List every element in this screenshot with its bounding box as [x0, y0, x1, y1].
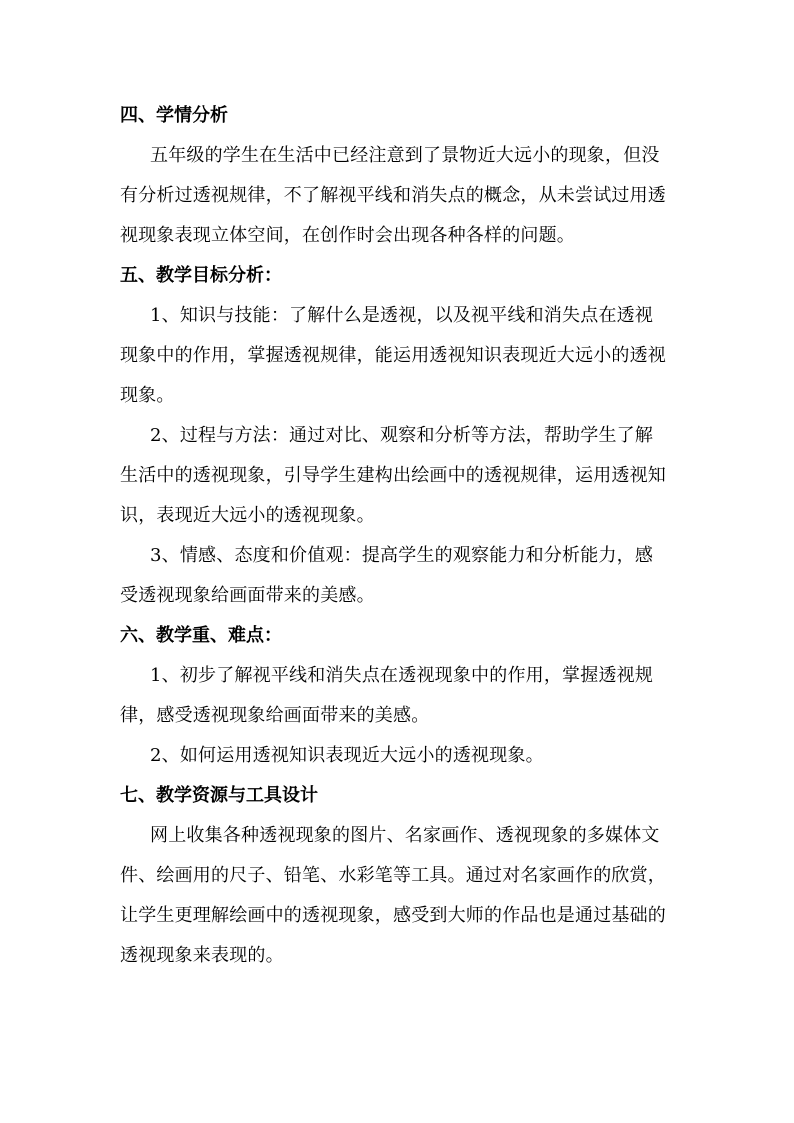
text-line: 有分析过透视规律，不了解视平线和消失点的概念，从未尝试过用透 [120, 185, 666, 206]
paragraph [120, 143, 680, 249]
text-line: 现象。 [120, 385, 175, 406]
text-line: 3、情感、态度和价值观：提高学生的观察能力和分析能力，感 [150, 545, 654, 566]
text-line: 网上收集各种透视现象的图片、名家画作、透视现象的多媒体文 [150, 825, 660, 846]
section-heading-6: 六、教学重、难点： [120, 625, 282, 646]
section-heading-7: 七、教学资源与工具设计 [120, 785, 318, 806]
text-line: 1、初步了解视平线和消失点在透视现象中的作用，掌握透视规 [150, 665, 654, 686]
text-line: 让学生更理解绘画中的透视现象，感受到大师的作品也是通过基础的 [120, 905, 666, 926]
paragraph [120, 303, 680, 409]
paragraph [120, 423, 680, 529]
text-line: 1、知识与技能：了解什么是透视，以及视平线和消失点在透视 [150, 305, 654, 326]
section-heading-5: 五、教学目标分析： [120, 265, 282, 286]
text-line: 视现象表现立体空间，在创作时会出现各种各样的问题。 [120, 225, 575, 246]
text-line: 透视现象来表现的。 [120, 945, 284, 966]
section-heading-4: 四、学情分析 [120, 105, 228, 126]
paragraph [120, 823, 680, 969]
text-line: 律，感受透视现象给画面带来的美感。 [120, 705, 430, 726]
text-line: 五年级的学生在生活中已经注意到了景物近大远小的现象，但没 [150, 145, 660, 166]
paragraph [120, 743, 680, 769]
paragraph [120, 543, 680, 609]
document-body [120, 103, 680, 983]
text-line: 生活中的透视现象，引导学生建构出绘画中的透视规律，运用透视知 [120, 465, 666, 486]
text-line: 识，表现近大远小的透视现象。 [120, 505, 375, 526]
text-line: 2、过程与方法：通过对比、观察和分析等方法，帮助学生了解 [150, 425, 654, 446]
text-line: 受透视现象给画面带来的美感。 [120, 585, 375, 606]
text-line: 2、如何运用透视知识表现近大远小的透视现象。 [150, 745, 544, 766]
text-line: 件、绘画用的尺子、铅笔、水彩笔等工具。通过对名家画作的欣赏， [120, 865, 666, 886]
paragraph [120, 663, 680, 729]
text-line: 现象中的作用，掌握透视规律，能运用透视知识表现近大远小的透视 [120, 345, 666, 366]
